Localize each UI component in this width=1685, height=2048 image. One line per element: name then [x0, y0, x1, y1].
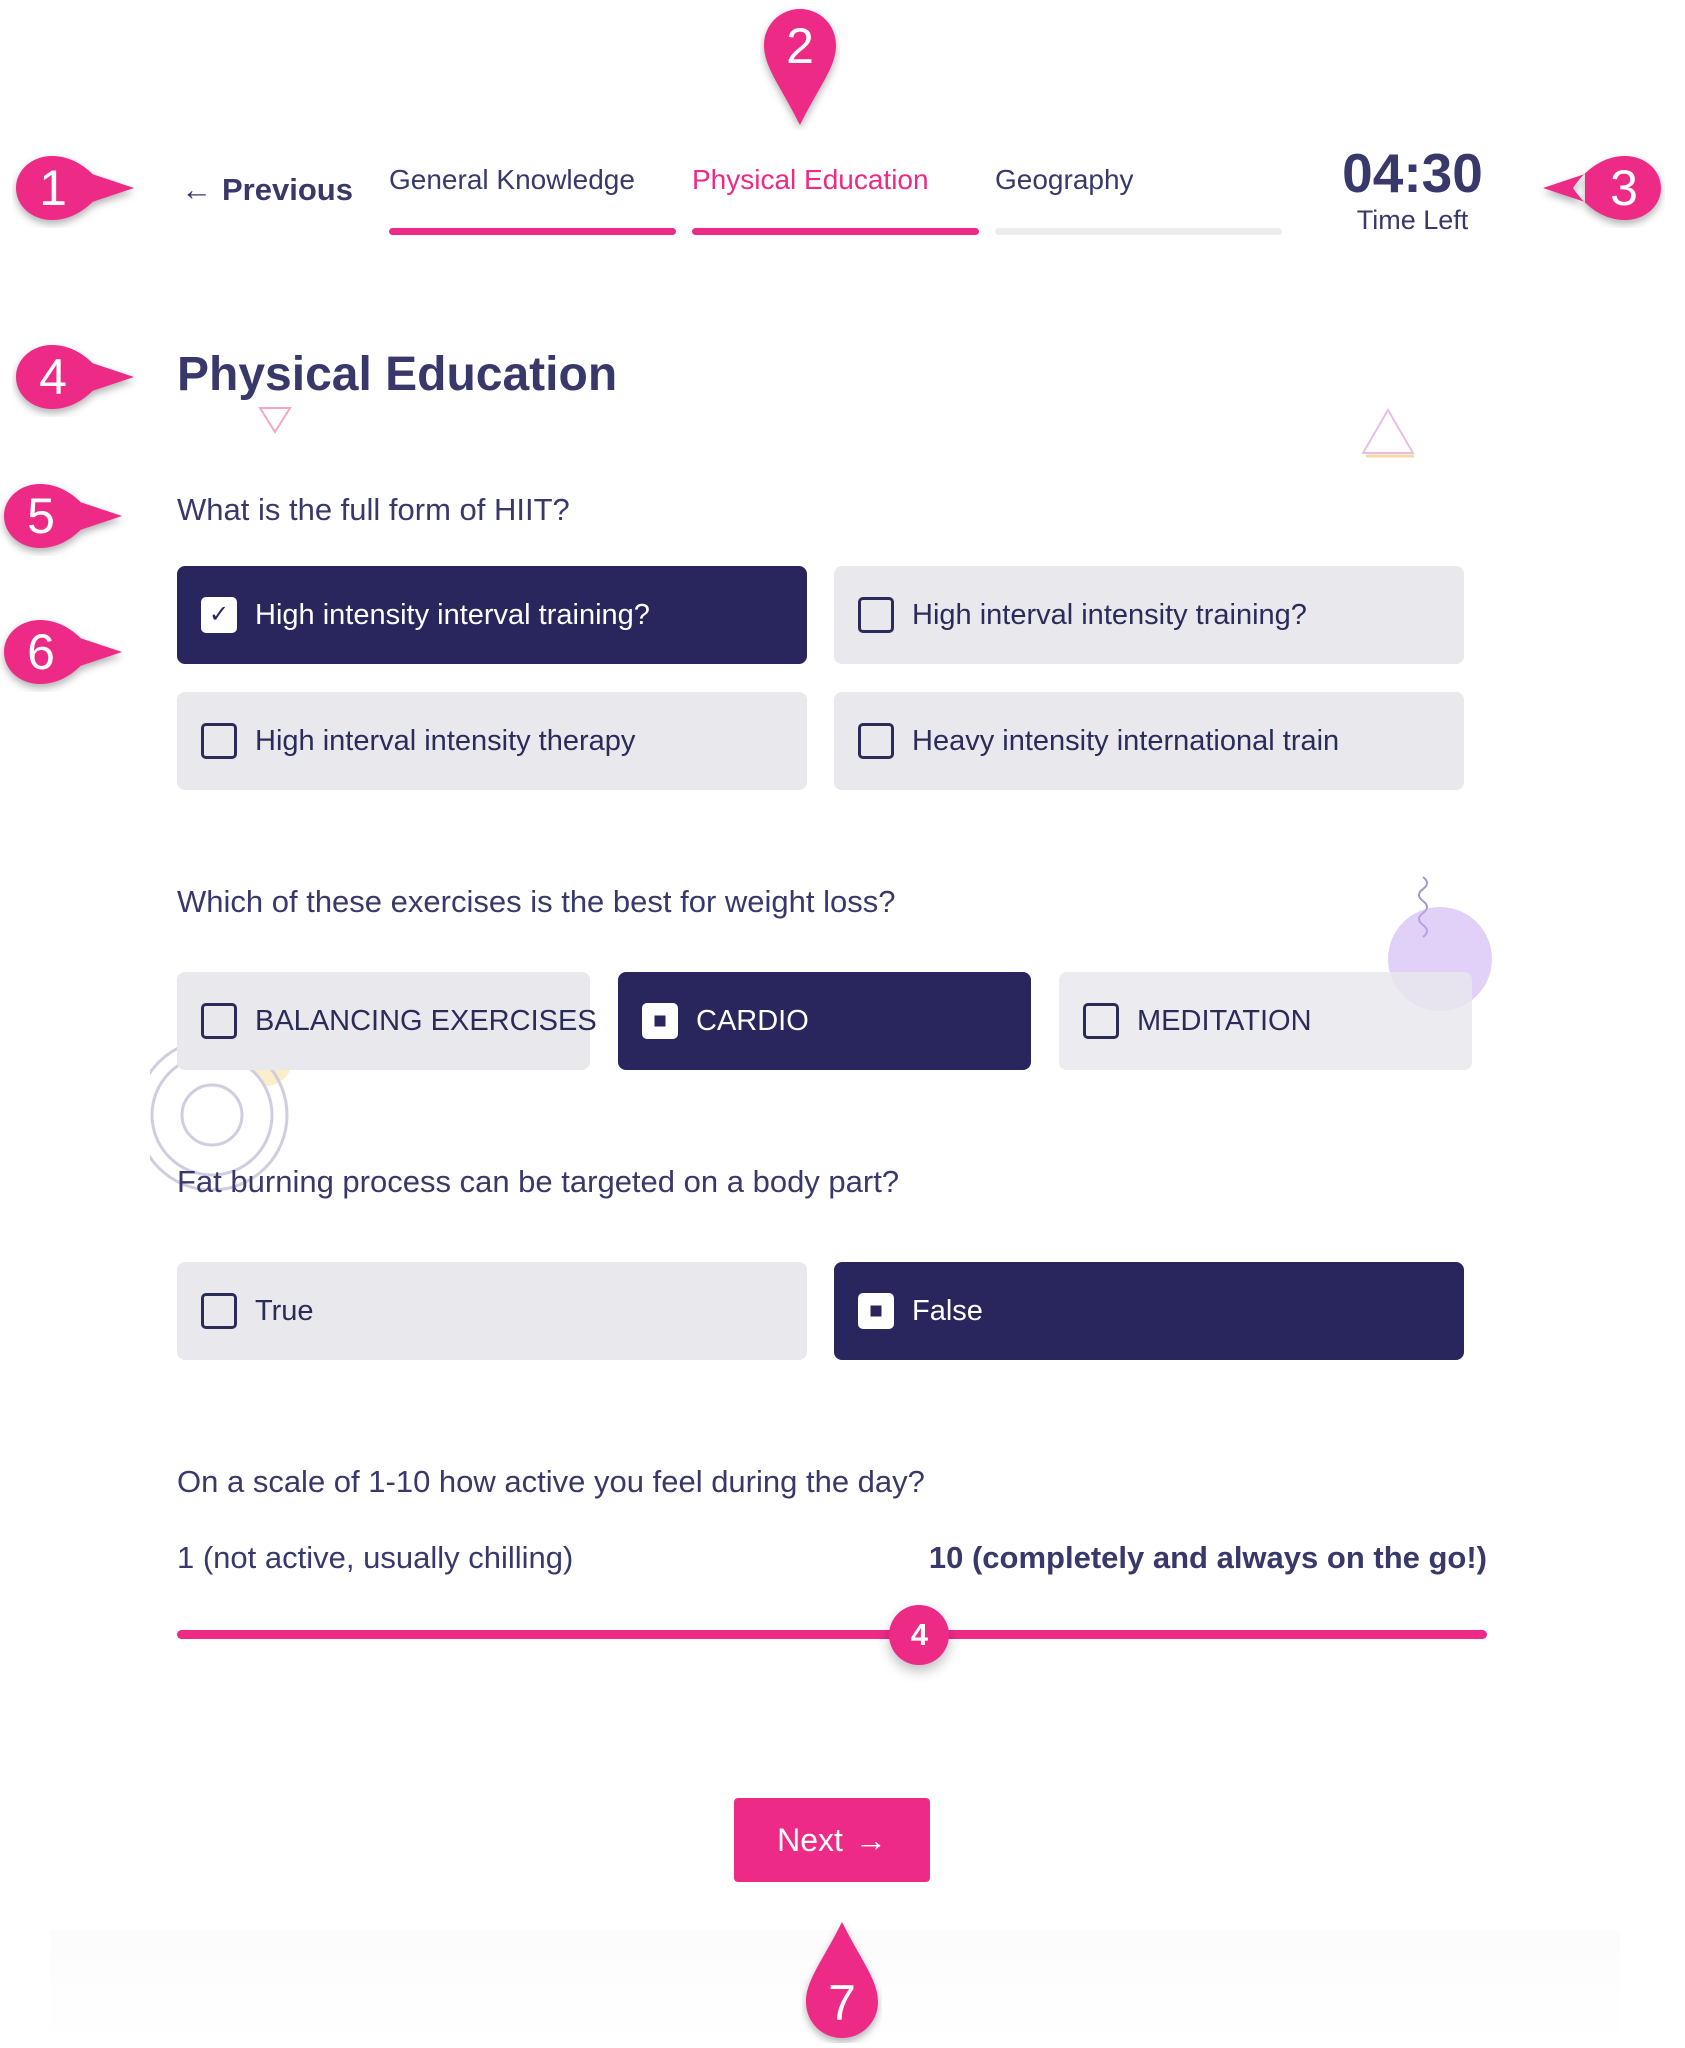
- callout-number: 6: [27, 624, 55, 680]
- option-label: High interval intensity therapy: [255, 724, 636, 757]
- checkbox[interactable]: [858, 597, 894, 633]
- callout-number: 3: [1610, 160, 1638, 216]
- radio-box[interactable]: [642, 1003, 678, 1039]
- question-text: On a scale of 1-10 how active you feel during the day?: [177, 1464, 925, 1499]
- question-text: Fat burning process can be targeted on a body part?: [177, 1164, 900, 1199]
- tab-physical-education[interactable]: [692, 160, 979, 235]
- option-label: Heavy intensity international train: [912, 724, 1340, 757]
- question-text: What is the full form of HIIT?: [177, 492, 570, 527]
- checkbox[interactable]: [858, 723, 894, 759]
- callout-pin-5: [0, 476, 125, 556]
- previous-button[interactable]: [181, 167, 351, 213]
- timer-label: Time Left: [1356, 205, 1469, 235]
- option-label: High interval intensity training?: [912, 598, 1307, 631]
- callout-number: 4: [39, 349, 67, 405]
- option-radio[interactable]: [618, 972, 1031, 1070]
- option-radio[interactable]: [1059, 972, 1472, 1070]
- option-label: CARDIO: [696, 1004, 809, 1037]
- previous-label: Previous: [222, 172, 353, 207]
- option-radio[interactable]: [177, 972, 597, 1070]
- option-checkbox[interactable]: [834, 692, 1464, 790]
- callout-number: 2: [786, 18, 814, 74]
- timer: [1320, 142, 1505, 236]
- tab-progress-bar: [389, 228, 676, 235]
- option-checkbox[interactable]: [177, 566, 807, 664]
- slider-track[interactable]: [177, 1630, 1487, 1639]
- radio-box[interactable]: [201, 1293, 237, 1329]
- question-text: Which of these exercises is the best for weight loss?: [177, 884, 896, 919]
- dot-icon: [655, 1016, 666, 1027]
- checkmark-icon: ✓: [208, 601, 230, 628]
- option-checkbox[interactable]: [834, 566, 1464, 664]
- arrow-left-icon: ←: [181, 172, 212, 207]
- option-label: MEDITATION: [1137, 1004, 1312, 1037]
- option-label: High intensity interval training?: [255, 598, 650, 631]
- callout-pin-1: [12, 148, 137, 228]
- callout-number: 5: [27, 488, 55, 544]
- checkbox[interactable]: [201, 597, 237, 633]
- radio-box[interactable]: [201, 1003, 237, 1039]
- arrow-right-icon: →: [854, 1821, 887, 1858]
- option-label: False: [912, 1294, 983, 1327]
- tab-label: General Knowledge: [389, 164, 635, 195]
- decor-triangle: [1358, 405, 1418, 460]
- option-checkbox[interactable]: [177, 692, 807, 790]
- radio-box[interactable]: [858, 1293, 894, 1329]
- timer-value: 04:30: [1342, 142, 1483, 204]
- tab-general-knowledge[interactable]: [389, 160, 676, 235]
- next-label: Next: [777, 1821, 843, 1858]
- tab-geography[interactable]: [995, 160, 1282, 235]
- callout-pin-6: [0, 612, 125, 692]
- checkbox[interactable]: [201, 723, 237, 759]
- callout-number: 1: [39, 160, 67, 216]
- next-button[interactable]: [734, 1798, 930, 1882]
- option-radio[interactable]: [834, 1262, 1464, 1360]
- scale-min-label: 1 (not active, usually chilling): [177, 1540, 574, 1575]
- callout-number: 7: [828, 1975, 856, 2031]
- page-title: Physical Education: [177, 348, 618, 401]
- callout-pin-2: [760, 5, 840, 130]
- tab-progress-bar: [692, 228, 979, 235]
- callout-pin-3: [1540, 148, 1665, 228]
- callout-pin-4: [12, 337, 137, 417]
- decor-triangle-small: [255, 400, 295, 440]
- tab-progress-bar: [995, 228, 1282, 235]
- tab-label: Geography: [995, 164, 1134, 195]
- tab-label: Physical Education: [692, 164, 929, 195]
- option-label: True: [255, 1294, 314, 1327]
- option-radio[interactable]: [177, 1262, 807, 1360]
- scale-max-label: 10 (completely and always on the go!): [928, 1540, 1487, 1575]
- dot-icon: [871, 1306, 882, 1317]
- radio-box[interactable]: [1083, 1003, 1119, 1039]
- option-label: BALANCING EXERCISES: [255, 1004, 597, 1037]
- callout-pin-7: [802, 1918, 882, 2043]
- slider-thumb[interactable]: 4: [889, 1605, 949, 1665]
